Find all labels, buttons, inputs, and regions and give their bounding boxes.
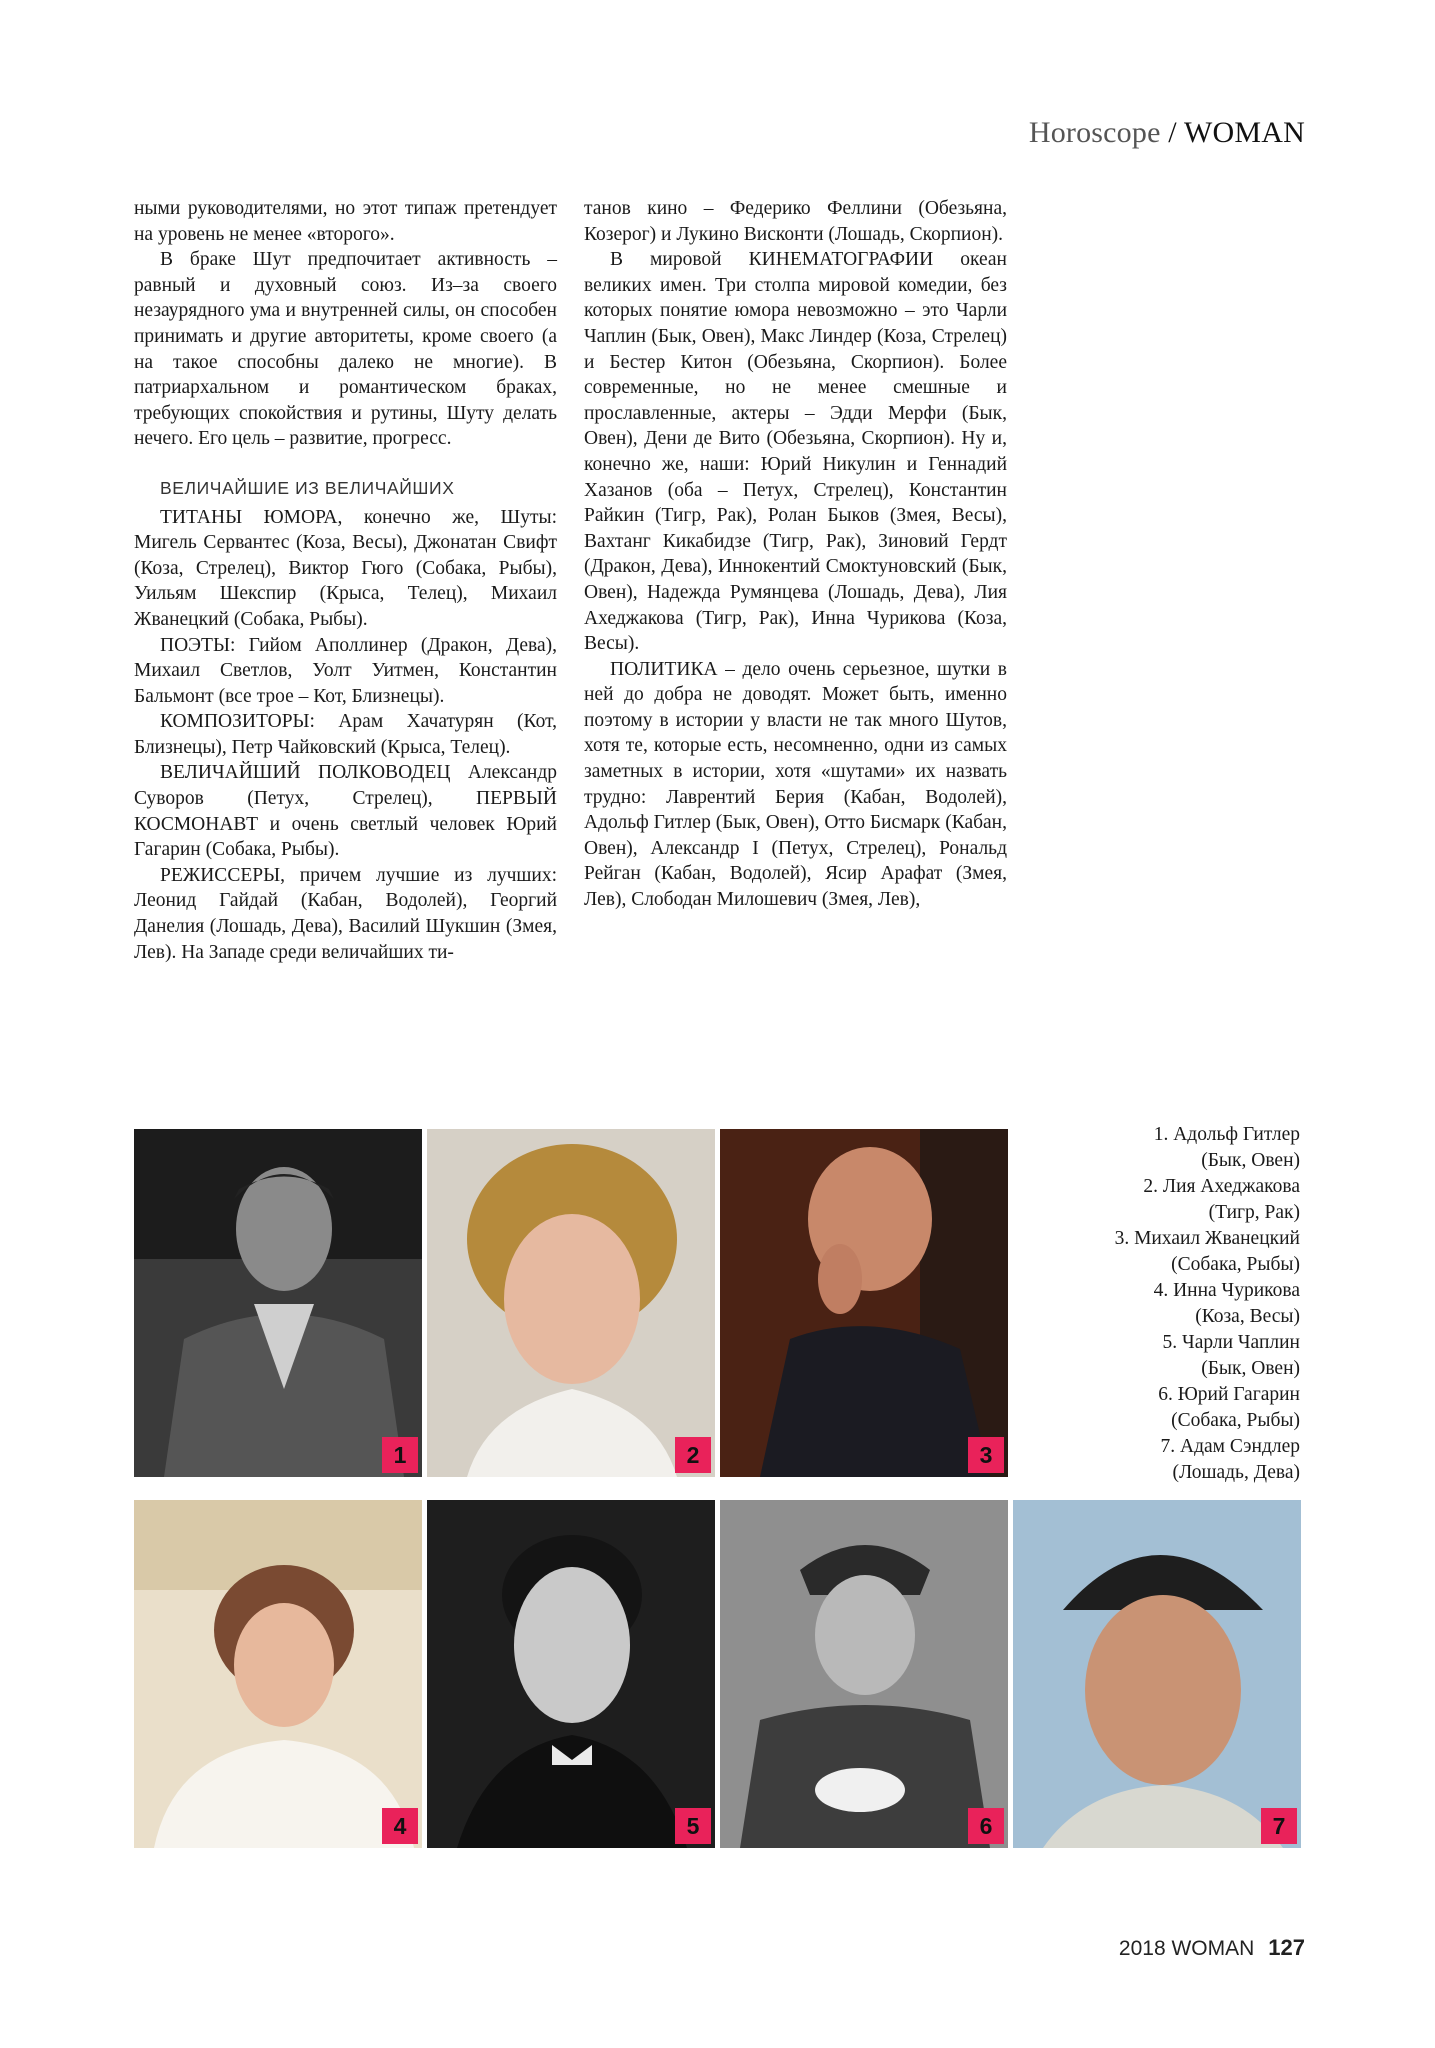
portrait-placeholder xyxy=(134,1500,422,1848)
photo-number-badge: 2 xyxy=(675,1437,711,1473)
photo-5 xyxy=(427,1500,715,1848)
paragraph: ВЕЛИЧАЙШИЙ ПОЛКОВОДЕЦ Александр Суворов (Петух, Стрелец), ПЕРВЫЙ КОСМОНАВТ и очень светлый человек Юрий Гагарин (Собака, Рыбы). xyxy=(134,762,557,861)
caption-signs: (Бык, Овен) xyxy=(1201,1358,1300,1379)
caption-signs: (Лошадь, Дева) xyxy=(1172,1462,1300,1483)
photo-number-badge: 5 xyxy=(675,1808,711,1844)
caption-name: 2. Лия Ахеджакова xyxy=(1143,1176,1300,1197)
portrait-placeholder xyxy=(1013,1500,1301,1848)
text-column-1 xyxy=(134,196,557,965)
portrait-placeholder xyxy=(720,1500,1008,1848)
page-number: 127 xyxy=(1268,1935,1305,1960)
photo-7 xyxy=(1013,1500,1301,1848)
caption-signs: (Собака, Рыбы) xyxy=(1171,1410,1300,1431)
portrait-placeholder xyxy=(427,1129,715,1477)
paragraph: В мировой КИНЕМАТОГРАФИИ океан великих имен. Три столпа мировой комедии, без которых понятие юмора невозможно – это Чарли Чаплин (Бык, Овен), Макс Линдер (Коза, Стрелец) и Бестер Китон (Обезьяна, Скорпион). Более современные, но не менее смешные и прославленные, актеры – Эдди Мерфи (Бык, Овен), Дени де Вито (Обезьяна, Скорпион). Ну и, конечно же, наши: Юрий Никулин и Геннадий Хазанов (оба – Петух, Стрелец), Константин Райкин (Тигр, Рак), Ролан Быков (Змея, Весы), Вахтанг Кикабидзе (Тигр, Рак), Зиновий Гердт (Дракон, Дева), Иннокентий Смоктуновский (Бык, Овен), Надежда Румянцева (Лошадь, Дева), Лия Ахеджакова (Тигр, Рак), Инна Чурикова (Коза, Весы). xyxy=(584,249,1007,655)
paragraph: РЕЖИССЕРЫ, причем лучшие из лучших: Леонид Гайдай (Кабан, Водолей), Георгий Данелия (Лошадь, Дева), Василий Шукшин (Змея, Лев). На Западе среди величайших ти- xyxy=(134,864,557,963)
photo-2 xyxy=(427,1129,715,1477)
portrait-placeholder xyxy=(720,1129,1008,1477)
caption-name: 3. Михаил Жванецкий xyxy=(1114,1228,1300,1249)
photo-4 xyxy=(134,1500,422,1848)
paragraph: ными руководителями, но этот типаж претендует на уровень не менее «второго». xyxy=(134,198,557,245)
magazine-name: WOMAN xyxy=(1184,116,1305,149)
caption-name: 6. Юрий Гагарин xyxy=(1158,1384,1300,1405)
photo-number-badge: 3 xyxy=(968,1437,1004,1473)
photo-number-badge: 6 xyxy=(968,1808,1004,1844)
caption-signs: (Коза, Весы) xyxy=(1195,1306,1300,1327)
caption-name: 7. Адам Сэндлер xyxy=(1160,1436,1300,1457)
caption-signs: (Бык, Овен) xyxy=(1201,1150,1300,1171)
photo-6 xyxy=(720,1500,1008,1848)
paragraph: танов кино – Федерико Феллини (Обезьяна, Козерог) и Лукино Висконти (Лошадь, Скорпион). xyxy=(584,198,1007,245)
page-footer xyxy=(1119,1935,1305,1961)
caption-name: 4. Инна Чурикова xyxy=(1153,1280,1300,1301)
header-separator: / xyxy=(1160,116,1184,149)
text-column-2 xyxy=(584,196,1007,913)
photo-captions xyxy=(1115,1122,1300,1486)
section-name: Horoscope xyxy=(1028,116,1161,149)
portrait-placeholder xyxy=(427,1500,715,1848)
caption-name: 5. Чарли Чаплин xyxy=(1162,1332,1300,1353)
caption-signs: (Тигр, Рак) xyxy=(1208,1202,1300,1223)
section-subheading: ВЕЛИЧАЙШИЕ ИЗ ВЕЛИЧАЙШИХ xyxy=(160,477,455,498)
photo-1 xyxy=(134,1129,422,1477)
page-header xyxy=(1029,116,1305,150)
paragraph: В браке Шут предпочитает активность – равный и духовный союз. Из–за своего незаурядного ума и внутренней силы, он способен принимать и другие авторитеты, кроме своего (а на такое способны далеко не многие). В патриархальном и романтическом браках, требующих спокойствия и рутины, Шуту делать нечего. Его цель – развитие, прогресс. xyxy=(134,249,557,450)
paragraph: ПОЛИТИКА – дело очень серьезное, шутки в ней до добра не доводят. Может быть, именно поэтому в истории у власти не так много Шутов, хотя те, которые есть, несомненно, одни из самых заметных в истории, хотя «шутами» их назвать трудно: Лаврентий Берия (Кабан, Водолей), Адольф Гитлер (Бык, Овен), Отто Бисмарк (Кабан, Овен), Александр I (Петух, Стрелец), Рональд Рейган (Кабан, Водолей), Ясир Арафат (Змея, Лев), Слободан Милошевич (Змея, Лев), xyxy=(584,658,1007,911)
paragraph: ТИТАНЫ ЮМОРА, конечно же, Шуты: Мигель Сервантес (Коза, Весы), Джонатан Свифт (Коза, Стрелец), Виктор Гюго (Собака, Рыбы), Уильям Шекспир (Крыса, Телец), Михаил Жванецкий (Собака, Рыбы). xyxy=(134,506,557,630)
photo-number-badge: 1 xyxy=(382,1437,418,1473)
photo-3 xyxy=(720,1129,1008,1477)
photo-number-badge: 7 xyxy=(1261,1808,1297,1844)
caption-signs: (Собака, Рыбы) xyxy=(1171,1254,1300,1275)
issue-label: 2018 WOMAN xyxy=(1118,1937,1255,1960)
portrait-placeholder xyxy=(134,1129,422,1477)
paragraph: КОМПОЗИТОРЫ: Арам Хачатурян (Кот, Близнецы), Петр Чайковский (Крыса, Телец). xyxy=(134,711,557,758)
paragraph: ПОЭТЫ: Гийом Аполлинер (Дракон, Дева), Михаил Светлов, Уолт Уитмен, Константин Бальмонт (все трое – Кот, Близнецы). xyxy=(134,634,557,707)
caption-name: 1. Адольф Гитлер xyxy=(1153,1124,1300,1145)
photo-number-badge: 4 xyxy=(382,1808,418,1844)
